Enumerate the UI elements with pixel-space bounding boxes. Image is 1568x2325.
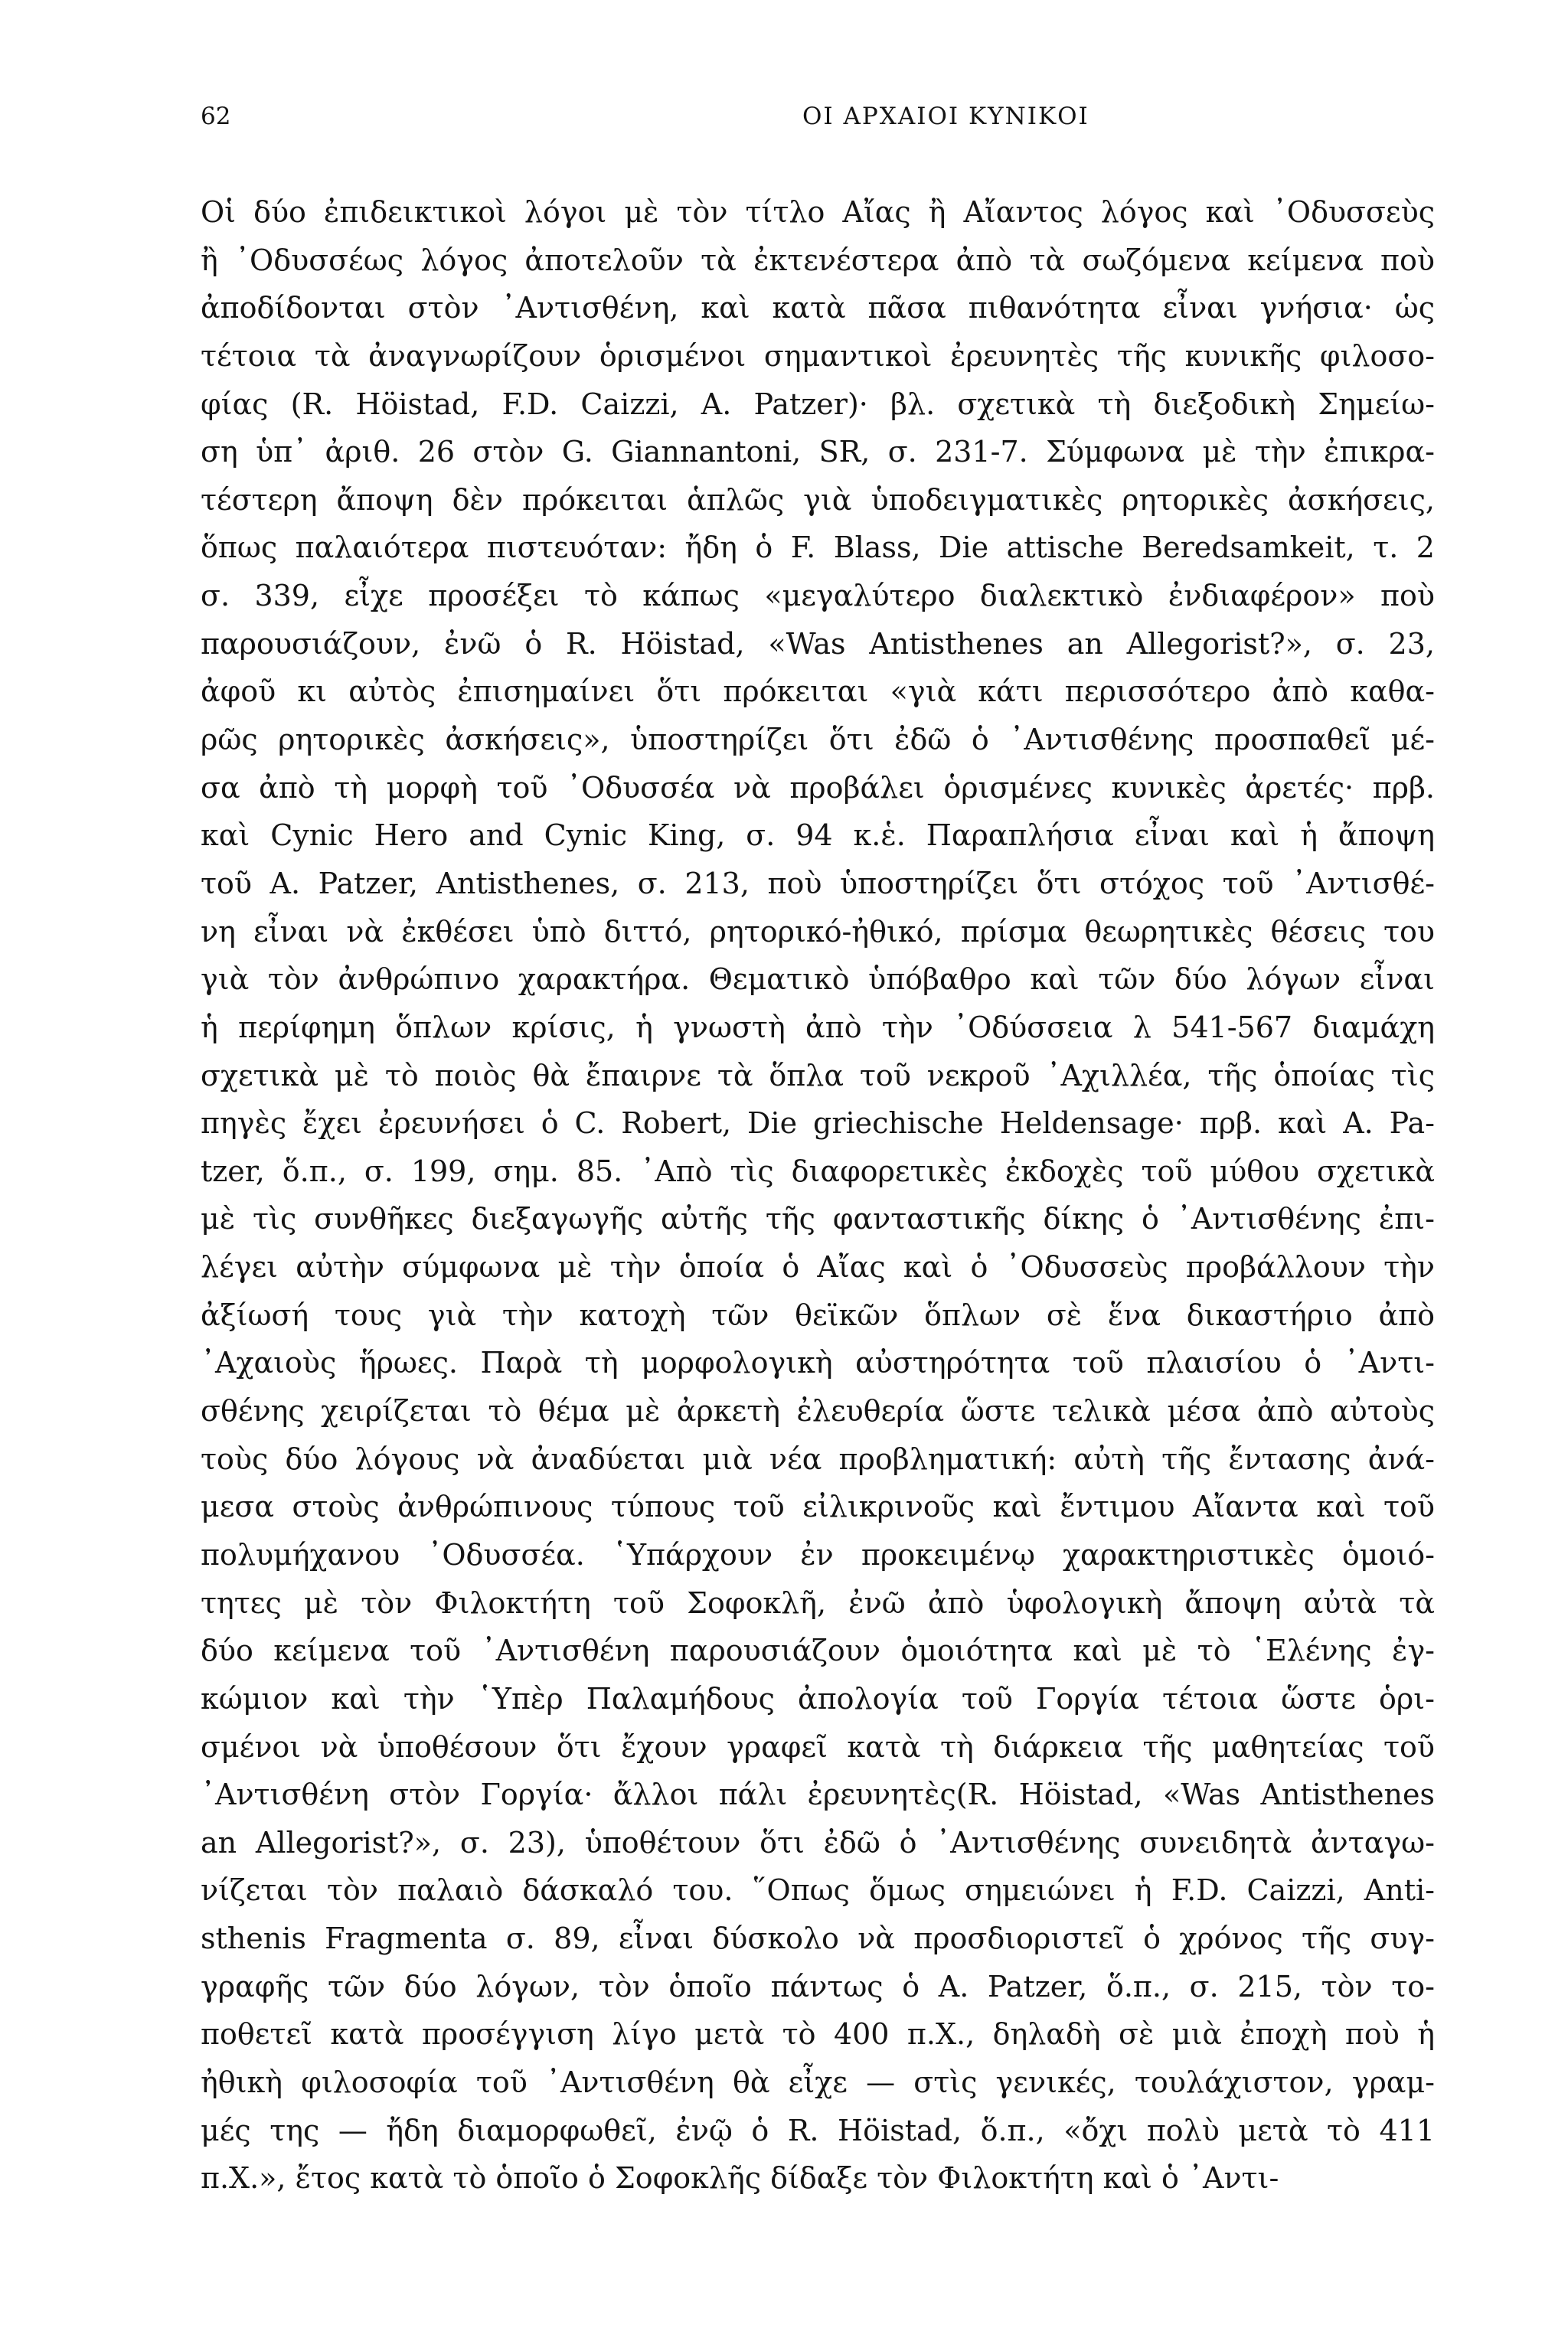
text-line: νίζεται τὸν παλαιὸ δάσκαλό του. ῞Οπως ὅμως σημειώνει ἡ F.D. Caizzi, Anti- [201,1873,1435,1908]
text-line: γιὰ τὸν ἀνθρώπινο χαρακτήρα. Θεματικὸ ὑπόβαθρο καὶ τῶν δύο λόγων εἶναι [201,962,1435,997]
text-line: ᾿Αχαιοὺς ἥρωες. Παρὰ τὴ μορφολογικὴ αὐστηρότητα τοῦ πλαισίου ὁ ᾿Αντι- [201,1346,1435,1380]
text-line: τέστερη ἄποψη δὲν πρόκειται ἁπλῶς γιὰ ὑποδειγματικὲς ρητορικὲς ἀσκήσεις, [201,482,1435,517]
text-line: ἀποδίδονται στὸν ᾿Αντισθένη, καὶ κατὰ πᾶσα πιθανότητα εἶναι γνήσια· ὡς [201,291,1435,325]
text-line: πηγὲς ἔχει ἐρευνήσει ὁ C. Robert, Die griechische Heldensage· πρβ. καὶ A. Pa- [201,1106,1435,1141]
text-line: ᾿Αντισθένη στὸν Γοργία· ἄλλοι πάλι ἐρευνητὲς(R. Höistad, «Was Antisthenes [201,1778,1435,1812]
text-line: σχετικὰ μὲ τὸ ποιὸς θὰ ἔπαιρνε τὰ ὅπλα τοῦ νεκροῦ ᾿Αχιλλέα, τῆς ὁποίας τὶς [201,1058,1435,1092]
text-line: λέγει αὐτὴν σύμφωνα μὲ τὴν ὁποία ὁ Αἴας καὶ ὁ ᾿Οδυσσεὺς προβάλλουν τὴν [201,1250,1435,1285]
text-line: ἀξίωσή τους γιὰ τὴν κατοχὴ τῶν θεϊκῶν ὅπλων σὲ ἕνα δικαστήριο ἀπὸ [201,1298,1435,1332]
text-line: πολυμήχανου ᾿Οδυσσέα. ῾Υπάρχουν ἐν προκειμένῳ χαρακτηριστικὲς ὁμοιό- [201,1537,1435,1572]
text-line: γραφῆς τῶν δύο λόγων, τὸν ὁποῖο πάντως ὁ A. Patzer, ὅ.π., σ. 215, τὸν το- [201,1969,1435,2003]
text-line: ποθετεῖ κατὰ προσέγγιση λίγο μετὰ τὸ 400 π.Χ., δηλαδὴ σὲ μιὰ ἐποχὴ ποὺ ἡ [201,2017,1435,2052]
text-line: σθένης χειρίζεται τὸ θέμα μὲ ἀρκετὴ ἐλευθερία ὥστε τελικὰ μέσα ἀπὸ αὐτοὺς [201,1394,1435,1429]
text-line: an Allegorist?», σ. 23), ὑποθέτουν ὅτι ἐδῶ ὁ ᾿Αντισθένης συνειδητὰ ἀνταγω- [201,1825,1435,1860]
text-line: ση ὑπ᾿ ἀριθ. 26 στὸν G. Giannantoni, SR, σ. 231-7. Σύμφωνα μὲ τὴν ἐπικρα- [201,435,1435,469]
text-line: μεσα στοὺς ἀνθρώπινους τύπους τοῦ εἰλικρινοῦς καὶ ἔντιμου Αἴαντα καὶ τοῦ [201,1490,1435,1524]
text-line: ἠθικὴ φιλοσοφία τοῦ ᾿Αντισθένη θὰ εἶχε — στὶς γενικές, τουλάχιστον, γραμ- [201,2065,1435,2099]
text-line: φίας (R. Höistad, F.D. Caizzi, A. Patzer)· βλ. σχετικὰ τὴ διεξοδικὴ Σημείω- [201,387,1435,421]
text-line: Οἱ δύο ἐπιδεικτικοὶ λόγοι μὲ τὸν τίτλο Αἴας ἢ Αἴαντος λόγος καὶ ᾿Οδυσσεὺς [201,195,1435,229]
text-line: ἡ περίφημη ὅπλων κρίσις, ἡ γνωστὴ ἀπὸ τὴν ᾿Οδύσσεια λ 541-567 διαμάχη [201,1010,1435,1044]
text-line: ἀφοῦ κι αὐτὸς ἐπισημαίνει ὅτι πρόκειται «γιὰ κάτι περισσότερο ἀπὸ καθα- [201,674,1435,709]
text-line: κώμιον καὶ τὴν ῾Υπὲρ Παλαμήδους ἀπολογία τοῦ Γοργία τέτοια ὥστε ὁρι- [201,1681,1435,1716]
text-line: μὲ τὶς συνθῆκες διεξαγωγῆς αὐτῆς τῆς φανταστικῆς δίκης ὁ ᾿Αντισθένης ἐπι- [201,1202,1435,1236]
text-line: tzer, ὅ.π., σ. 199, σημ. 85. ᾿Απὸ τὶς διαφορετικὲς ἐκδοχὲς τοῦ μύθου σχετικὰ [201,1154,1435,1188]
text-line: τητες μὲ τὸν Φιλοκτήτη τοῦ Σοφοκλῆ, ἐνῶ ἀπὸ ὑφολογικὴ ἄποψη αὐτὰ τὰ [201,1585,1435,1620]
text-line: τοὺς δύο λόγους νὰ ἀναδύεται μιὰ νέα προβληματική: αὐτὴ τῆς ἔντασης ἀνά- [201,1442,1435,1476]
running-title: ΟΙ ΑΡΧΑΙΟΙ ΚΥΝΙΚΟΙ [802,103,1089,130]
text-line: σα ἀπὸ τὴ μορφὴ τοῦ ᾿Οδυσσέα νὰ προβάλει ὁρισμένες κυνικὲς ἀρετές· πρβ. [201,770,1435,805]
text-line: ἢ ᾿Οδυσσέως λόγος ἀποτελοῦν τὰ ἐκτενέστερα ἀπὸ τὰ σωζόμενα κείμενα ποὺ [201,243,1435,277]
text-line: τέτοια τὰ ἀναγνωρίζουν ὁρισμένοι σημαντικοὶ ἐρευνητὲς τῆς κυνικῆς φιλοσο- [201,338,1435,373]
text-line: ρῶς ρητορικὲς ἀσκήσεις», ὑποστηρίζει ὅτι ἐδῶ ὁ ᾿Αντισθένης προσπαθεῖ μέ- [201,723,1435,757]
text-line: σ. 339, εἶχε προσέξει τὸ κάπως «μεγαλύτερο διαλεκτικὸ ἐνδιαφέρον» ποὺ [201,579,1435,613]
text-line: ὅπως παλαιότερα πιστευόταν: ἤδη ὁ F. Blass, Die attische Beredsamkeit, τ. 2 [201,531,1435,565]
text-line: νη εἶναι νὰ ἐκθέσει ὑπὸ διττό, ρητορικό-ἠθικό, πρίσμα θεωρητικὲς θέσεις του [201,914,1435,949]
text-line: π.Χ.», ἔτος κατὰ τὸ ὁποῖο ὁ Σοφοκλῆς δίδαξε τὸν Φιλοκτήτη καὶ ὁ ᾿Αντι- [201,2161,1279,2196]
page-header [201,101,1568,132]
text-line: σμένοι νὰ ὑποθέσουν ὅτι ἔχουν γραφεῖ κατὰ τὴ διάρκεια τῆς μαθητείας τοῦ [201,1729,1435,1764]
text-line: τοῦ A. Patzer, Antisthenes, σ. 213, ποὺ ὑποστηρίζει ὅτι στόχος τοῦ ᾿Αντισθέ- [201,866,1435,900]
text-line: καὶ Cynic Hero and Cynic King, σ. 94 κ.ἑ. Παραπλήσια εἶναι καὶ ἡ ἄποψη [201,818,1435,853]
text-line: παρουσιάζουν, ἐνῶ ὁ R. Höistad, «Was Antisthenes an Allegorist?», σ. 23, [201,626,1435,661]
page-number: 62 [201,103,231,130]
text-line: μές της — ἤδη διαμορφωθεῖ, ἐνῷ ὁ R. Höistad, ὅ.π., «ὄχι πολὺ μετὰ τὸ 411 [201,2113,1435,2147]
text-line: δύο κείμενα τοῦ ᾿Αντισθένη παρουσιάζουν ὁμοιότητα καὶ μὲ τὸ ῾Ελένης ἐγ- [201,1634,1435,1668]
body-text [201,188,1435,2203]
text-line: sthenis Fragmenta σ. 89, εἶναι δύσκολο νὰ προσδιοριστεῖ ὁ χρόνος τῆς συγ- [201,1922,1435,1956]
